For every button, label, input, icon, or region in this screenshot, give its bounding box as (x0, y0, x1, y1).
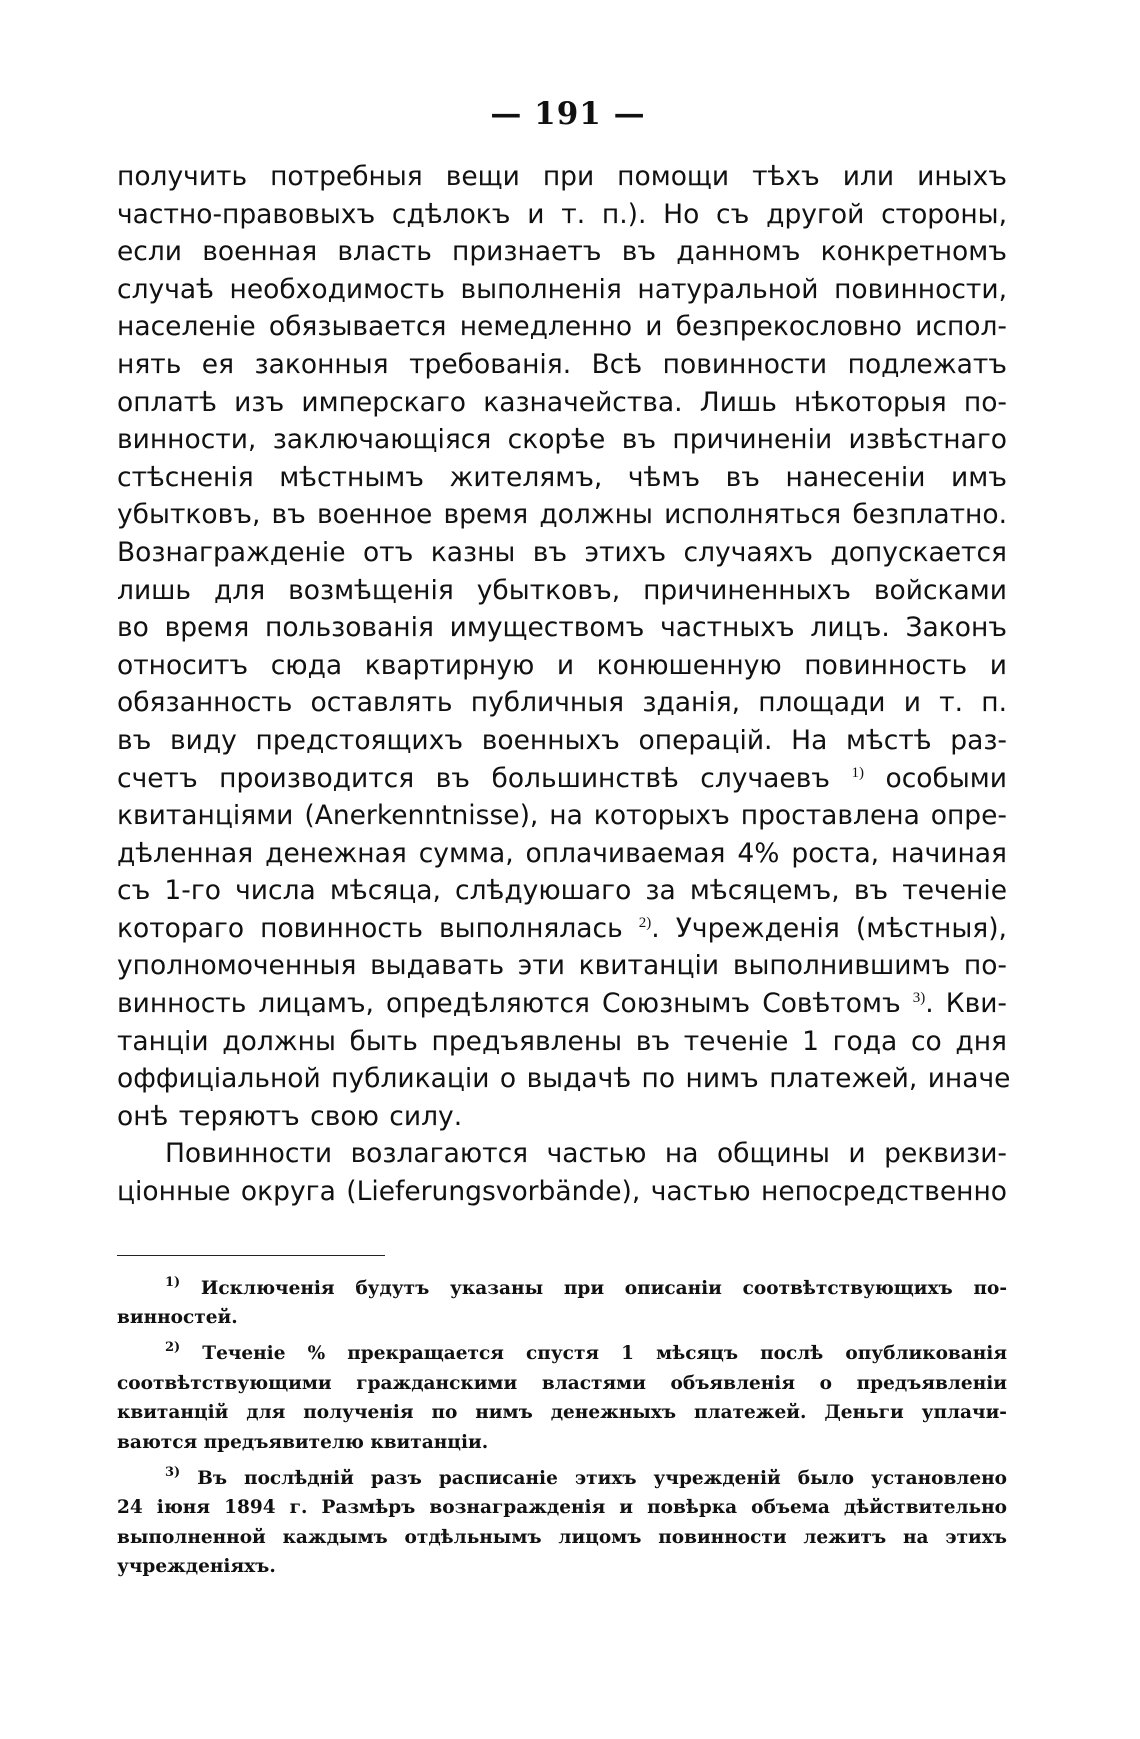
footnote-1 (117, 1274, 1007, 1333)
text-line: относитъ сюда квартирную и конюшенную повинность и (117, 649, 1007, 681)
footnote-reference-3[interactable]: 3) (912, 990, 926, 1007)
footnote-line (117, 1339, 1007, 1368)
text-line: оплатѣ изъ имперскаго казначейства. Лишь нѣкоторыя по- (117, 386, 1007, 418)
text-line: убытковъ, въ военное время должны исполняться безплатно. (117, 499, 1007, 531)
text-line: винности, заключающіяся скорѣе въ причиненіи извѣстнаго (117, 424, 1007, 456)
text-line: Повинности возлагаются частью на общины и реквизи- (165, 1138, 1007, 1170)
text-line: съ 1-го числа мѣсяца, слѣдуюшаго за мѣсяцемъ, въ теченіе (117, 875, 1007, 907)
page-number: — 191 — (490, 96, 646, 132)
text-line: оффиціальной публикаціи о выдачѣ по нимъ платежей, иначе (117, 1063, 1011, 1095)
footnote-line: винностей. (117, 1307, 238, 1329)
text-line (117, 910, 1007, 948)
footnote-mark: 2) (165, 1340, 181, 1356)
text-line: уполномоченныя выдавать эти квитанціи выполнившимъ по- (117, 950, 1007, 982)
text-line: танціи должны быть предъявлены въ теченіе 1 года со дня (117, 1025, 1007, 1057)
footnote-line: 24 іюня 1894 г. Размѣръ вознагражденія и повѣрка объема дѣйствительно (117, 1497, 1007, 1519)
paragraph-2 (117, 1135, 1007, 1210)
text-line: стѣсненія мѣстнымъ жителямъ, чѣмъ въ нанесеніи имъ (117, 461, 1007, 493)
text-line: нять ея законныя требованія. Всѣ повинности подлежатъ (117, 348, 1007, 380)
text-line: населеніе обязывается немедленно и безпрекословно испол- (117, 311, 1007, 343)
book-page (117, 96, 1011, 1589)
text-segment: . Учрежденія (мѣстныя), (651, 912, 1007, 944)
footnote-2 (117, 1339, 1007, 1457)
footnote-reference-2[interactable]: 2) (638, 914, 652, 931)
text-line: частно-правовыхъ сдѣлокъ и т. п.). Но съ другой стороны, (117, 198, 1007, 230)
footnote-line: ваются предъявителю квитанціи. (117, 1431, 489, 1453)
text-line: Вознагражденіе отъ казны въ этихъ случаяхъ допускается (117, 536, 1007, 568)
text-line: случаѣ необходимость выполненія натуральной повинности, (117, 273, 1007, 305)
footnote-mark: 1) (165, 1274, 181, 1290)
text-line: въ виду предстоящихъ военныхъ операцій. На мѣстѣ раз- (117, 724, 1007, 756)
footnote-separator (117, 1255, 385, 1256)
footnote-line: выполненной каждымъ отдѣльнымъ лицомъ повинности лежитъ на этихъ (117, 1526, 1007, 1548)
text-line: во время пользованія имуществомъ частныхъ лицъ. Законъ (117, 612, 1007, 644)
text-segment: особыми (864, 762, 1007, 794)
footnote-3 (117, 1464, 1007, 1582)
footnotes (117, 1274, 1007, 1582)
paragraph-1 (117, 158, 1011, 1135)
text-line: обязанность оставлять публичныя зданія, площади и т. п. (117, 687, 1007, 719)
text-line: получить потребныя вещи при помощи тѣхъ или иныхъ (117, 161, 1007, 192)
text-line (117, 760, 1007, 798)
text-line (117, 985, 1007, 1023)
footnote-text: Теченіе % прекращается спустя 1 мѣсяцъ послѣ опубликованія (180, 1343, 1007, 1365)
text-segment: . Кви- (925, 988, 1007, 1020)
text-line: лишь для возмѣщенія убытковъ, причиненныхъ войсками (117, 574, 1007, 606)
footnote-text: Исключенія будутъ указаны при описаніи соотвѣтствующихъ по- (180, 1277, 1007, 1299)
footnote-mark: 3) (165, 1465, 181, 1481)
text-line: если военная власть признаетъ въ данномъ конкретномъ (117, 236, 1007, 268)
footnote-line (117, 1464, 1007, 1493)
text-line: ціонные округа (Lieferungsvorbände), частью непосредственно (117, 1176, 1007, 1208)
text-line: онѣ теряютъ свою силу. (117, 1100, 463, 1132)
text-segment: котораго повинность выполнялась (117, 912, 623, 944)
footnote-line (117, 1274, 1007, 1303)
text-segment: счетъ производится въ большинствѣ случаевъ (117, 762, 831, 794)
footnote-line: квитанцій для полученія по нимъ денежныхъ платежей. Деньги уплачи- (117, 1402, 1007, 1424)
text-line: квитанціями (Anerkenntnisse), на которыхъ проставлена опре- (117, 800, 1007, 832)
text-line: дѣленная денежная сумма, оплачиваемая 4% роста, начиная (117, 837, 1007, 869)
footnote-line: учрежденіяхъ. (117, 1556, 276, 1578)
footnote-line: соотвѣтствующими гражданскими властями объявленія о предъявленіи (117, 1372, 1007, 1394)
main-text (117, 158, 1011, 1211)
text-segment: винность лицамъ, опредѣляются Союзнымъ Совѣтомъ (117, 988, 901, 1020)
footnote-reference-1[interactable]: 1) (851, 764, 865, 781)
footnote-text: Въ послѣдній разъ расписаніе этихъ учрежденій было установлено (180, 1468, 1007, 1490)
